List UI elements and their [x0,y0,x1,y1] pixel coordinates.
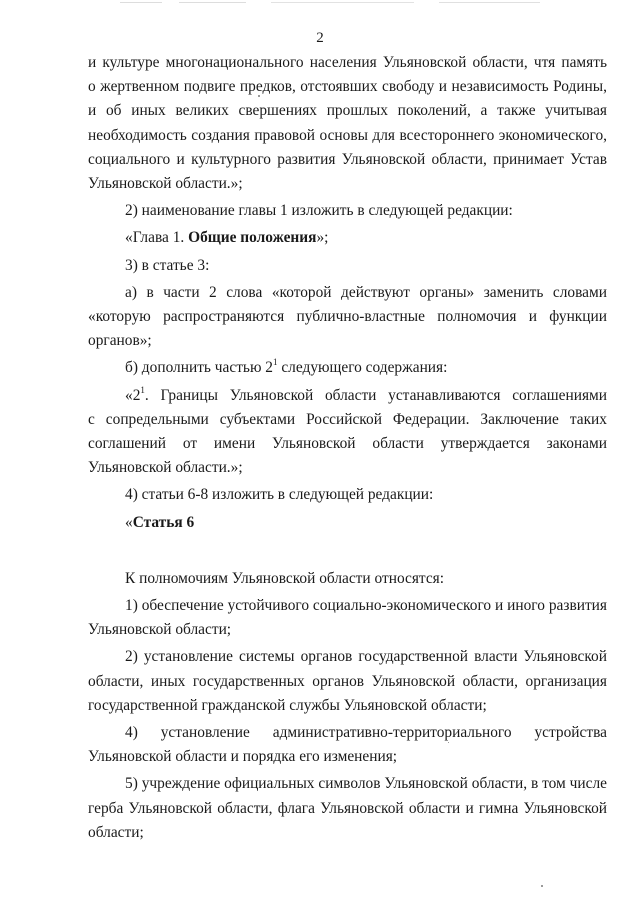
text-line: необходимость создания правовой основы для всестороннего экономического, [88,126,607,144]
paragraph-power-5 [88,772,607,845]
paragraph-item-2: 2) наименование главы 1 изложить в следующей редакции: [125,202,513,220]
paragraph-item-3a [88,281,607,354]
chapter-prefix: «Глава 1. [125,229,189,247]
text-line: Ульяновской области.»; [88,175,243,193]
document-body [88,51,607,848]
text-line: Ульяновской области и порядка его изменения; [88,748,398,766]
text-line: и культуре многонационального населения Ульяновской области, чтя память [88,54,607,71]
page-number: 2 [316,30,324,46]
chapter-suffix: »; [316,229,329,247]
text-line: соглашений от имени Ульяновской области утверждается законами [88,435,607,453]
text-prefix: «2 [125,386,141,404]
text-line: 4) установление административно-территориального устройства [125,724,607,742]
text-line: о жертвенном подвиге предков, отстоявших свободу и независимость Родины, [88,78,607,96]
text-suffix: . Границы Ульяновской области устанавливаются соглашениями [144,386,607,404]
paragraph-item-3b [88,356,607,380]
paragraph-power-4 [88,721,607,769]
text-line: 5) учреждение официальных символов Ульяновской области, в том числе [125,775,607,793]
text-line: а) в части 2 слова «которой действуют органы» заменить словами [125,283,607,301]
paragraph-powers-intro: К полномочиям Ульяновской области относятся: [125,569,445,587]
text-line: 2) установление системы органов государственной власти Ульяновской [125,648,607,666]
text-line: с сопредельными субъектами Российской Федерации. Заключение таких [88,410,607,428]
scan-speck [448,742,449,743]
paragraph-power-1 [88,594,607,642]
text-line: области, иных государственных органов Ульяновской области, организация [88,672,607,690]
text-line: герба Ульяновской области, флага Ульяновской области и гимна Ульяновской [88,799,607,817]
text-line: Ульяновской области; [88,621,232,639]
paragraph-item-3: 3) в статье 3: [125,256,210,274]
paragraph-power-2 [88,645,607,718]
text-line: «которую распространяются публично-властные полномочия и функции [88,308,607,326]
text-prefix: б) дополнить частью 2 [125,359,273,377]
text-line [88,384,607,408]
paragraph-chapter-title [88,226,607,250]
superscript: 1 [273,357,278,368]
chapter-title-bold: Общие положения [188,229,317,247]
scan-artifact [120,2,540,3]
text-line: социального и культурного развития Ульяновской области, принимает Устав [88,150,607,168]
text-line: области; [88,823,144,841]
scan-speck [541,885,543,887]
superscript: 1 [140,384,145,395]
text-line: Ульяновской области.»; [88,459,243,477]
text-line: и об иных великих свершениях прошлых поколений, а также учитывая [88,102,607,120]
text-line: государственной гражданской службы Ульяновской области; [88,696,487,714]
paragraph-part-2-1 [88,384,607,481]
text-line: 1) обеспечение устойчивого социально-экономического и иного развития [125,597,607,615]
paragraph-item-4: 4) статьи 6-8 изложить в следующей редакции: [125,486,434,504]
quote-mark: « [125,513,133,531]
paragraph-preamble-continuation [88,51,607,196]
article-heading [88,511,607,535]
article-title-bold: Статья 6 [132,513,195,531]
text-suffix: следующего содержания: [277,359,448,377]
scan-speck [258,95,260,97]
text-line: органов»; [88,332,152,350]
